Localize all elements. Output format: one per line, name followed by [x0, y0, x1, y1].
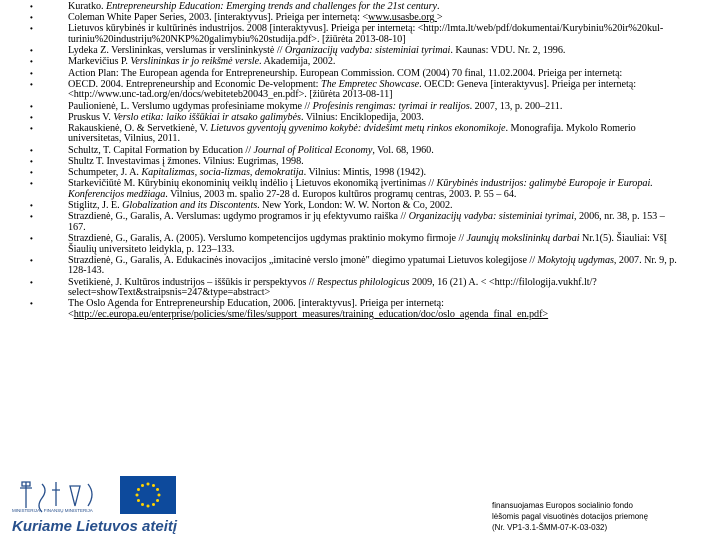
- reference-text: Action Plan: The European agenda for Entrepreneurship. European Commission. COM (2004) 70 final, 11.02.2004. Prieiga per internetą:: [68, 67, 623, 79]
- reference-title: Organizacijų vadyba: sisteminiai tyrimai: [408, 211, 574, 223]
- reference-text: , 2006, nr. 38, p. 153 –167.: [68, 211, 665, 233]
- eu-flag-icon: [120, 476, 176, 514]
- reference-text: Strazdienė, G., Garalis, A. (2005). Verslumo kompetencijos ugdymas praktinio mokymo firmoje //: [68, 232, 467, 244]
- reference-text: . Akademija, 2002.: [259, 56, 336, 68]
- funding-line: (Nr. VP1-3.1-ŠMM-07-K-03-032): [492, 523, 608, 532]
- reference-item: [28, 2, 680, 13]
- eu-star: [137, 499, 140, 502]
- reference-text: Pruskus V.: [68, 111, 114, 123]
- reference-link[interactable]: www.usasbe.org: [368, 12, 437, 24]
- reference-text: Starkevičiūtė M. Kūrybinių ekonominių veiklų indėlio į Lietuvos ekonomiką įvertinimas //: [68, 178, 437, 190]
- funding-line: lėšomis pagal visuotinės dotacijos priemonę: [492, 512, 649, 521]
- reference-text: . OECD: Geneva [interaktyvus]. Prieiga per internetą: <http://www.unc-tad.org/en/docs/webiteteb20043_en.pdf>. [žiūrėta 2013-08-11]: [68, 78, 636, 101]
- reference-title: Verslininkas ir jo reikšmė versle: [130, 56, 260, 68]
- eu-star: [156, 488, 159, 491]
- reference-item: [28, 212, 680, 233]
- reference-text: Strazdienė, G., Garalis, A. Edukacinės inovacijos „imitacinė verslo įmonė" diegimo ypatumai Lietuvos kolegijose //: [68, 254, 538, 266]
- eu-star: [147, 505, 150, 508]
- reference-item: [28, 157, 680, 168]
- reference-text: Markevičius P.: [68, 56, 131, 68]
- eu-star: [137, 488, 140, 491]
- reference-title: Profesinis rengimas: tyrimai ir realijos: [312, 100, 470, 112]
- reference-text: Schultz, T. Capital Formation by Education //: [68, 144, 254, 156]
- reference-link[interactable]: http://ec.europa.eu/enterprise/policies/sme/files/support_measures/training_education/doc/oslo_agenda_final_en.pdf>: [73, 308, 549, 320]
- eu-star: [147, 483, 150, 486]
- reference-item: [28, 299, 680, 320]
- reference-item: [28, 179, 680, 200]
- eu-star: [152, 484, 155, 487]
- reference-text: . Vilnius: Enciklopedija, 2003.: [300, 111, 424, 123]
- reference-text: Kuratko.: [68, 1, 107, 12]
- reference-title: Kapitalizmas, socia-lizmas, demokratija: [141, 167, 304, 179]
- eu-star: [141, 484, 144, 487]
- ministry-label: MINISTERIJA · FINANSŲ MINISTERIJA: [12, 508, 93, 513]
- eu-star: [152, 503, 155, 506]
- reference-text: . New York, London: W. W. Norton & Co, 2002.: [257, 200, 453, 211]
- reference-title: Verslo etika: laiko iššūkiai ir atsako galimybės: [113, 111, 301, 123]
- reference-item: [28, 57, 680, 68]
- reference-text: Rakauskienė, O. & Servetkienė, V.: [68, 122, 211, 134]
- reference-title: The Empretec Showcase: [320, 78, 420, 90]
- reference-title: Mokytojų ugdymas: [537, 254, 614, 266]
- reference-item: [28, 24, 680, 45]
- reference-text: Svetikienė, J. Kultūros industrijos – iššūkis ir perspektyvos //: [68, 276, 317, 288]
- reference-item: [28, 13, 680, 24]
- reference-text: Nr.1(5). Šiauliai: VšĮ Šiaulių universiteto leidykla, p. 123–133.: [68, 232, 667, 255]
- reference-item: [28, 124, 680, 145]
- reference-title: Entrepreneurship Education: Emerging trends and challenges for the 21st century: [106, 1, 437, 12]
- reference-title: Journal of Political Economy: [253, 144, 373, 156]
- reference-text: The Oslo Agenda for Entrepreneurship Education, 2006. [interaktyvus]. Prieiga per internetą: <: [68, 298, 444, 320]
- reference-text: . 2007, 13, p. 200–211.: [469, 100, 563, 112]
- reference-text: Strazdienė, G., Garalis, A. Verslumas: ugdymo programos ir jų efektyvumo raiška //: [68, 211, 409, 223]
- reference-text: 2009, 16 (21) A. < <http://filologija.vukhf.lt/?select=showText&straipsnis=247&type=abstract>: [68, 276, 597, 299]
- reference-text: , Vol. 68, 1960.: [372, 144, 434, 156]
- reference-text: OECD. 2004. Entrepreneurship and Economic De-velopment:: [68, 78, 321, 90]
- eu-star: [156, 499, 159, 502]
- reference-item: [28, 80, 680, 101]
- funding-note: [492, 500, 716, 533]
- reference-text: Schumpeter, J. A.: [68, 167, 142, 179]
- logo-area: [0, 468, 190, 540]
- reference-title: Respectus philologicus: [316, 276, 410, 288]
- reference-item: [28, 46, 680, 57]
- reference-title: Kūrybinės industrijos: galimybė Europoje ir Europai. Konferencijos medžiaga: [68, 178, 653, 200]
- reference-item: [28, 146, 680, 157]
- reference-text: . Monografija. Mykolo Romerio universitetas, Vilnius, 2011.: [68, 122, 636, 145]
- reference-item: [28, 168, 680, 179]
- reference-text: , 2007. Nr. 9, p. 128-143.: [68, 254, 677, 277]
- reference-text: . Vilnius, 2003 m. spalio 27-28 d. Europos kultūros programų centras, 2003. P. 55 – 64.: [165, 188, 517, 200]
- funding-line: finansuojamas Europos socialinio fondo: [492, 501, 633, 510]
- reference-text: . Kaunas: VDU. Nr. 2, 1996.: [450, 45, 566, 57]
- reference-text: Lydeka Z. Verslininkas, verslumas ir verslininkystė //: [68, 45, 285, 57]
- reference-item: [28, 201, 680, 212]
- reference-item: [28, 278, 680, 299]
- reference-text: . Vilnius: Mintis, 1998 (1942).: [303, 167, 427, 179]
- reference-item: [28, 102, 680, 113]
- reference-list: [28, 2, 680, 321]
- reference-title: Lietuvos gyventojų gyvenimo kokybė: dvidešimt metų rinkos ekonomikoje: [210, 122, 506, 134]
- reference-title: Jaunųjų mokslininkų darbai: [466, 232, 580, 244]
- slogan: Kuriame Lietuvos ateitį: [12, 518, 178, 535]
- reference-text: Stiglitz, J. E.: [68, 200, 123, 211]
- reference-text: >: [436, 12, 443, 24]
- eu-star: [158, 494, 161, 497]
- eu-star: [136, 494, 139, 497]
- eu-star: [141, 503, 144, 506]
- reference-item: [28, 113, 680, 124]
- reference-text: Shultz T. Investavimas į žmones. Vilnius: Eugrimas, 1998.: [68, 155, 304, 167]
- reference-item: [28, 69, 680, 80]
- reference-text: .: [437, 1, 440, 12]
- reference-text: Lietuvos kūrybinės ir kultūrinės industrijos. 2008 [interaktyvus]. Prieiga per internetą: <http://lmta.lt/web/pdf/dokumentai/Kurybiniu%20ir%20kul-turiniu%20industriju%20NKP%20galimybiu%20studija.pdf>. [žiūrėta 2013-08-10]: [68, 23, 664, 45]
- reference-text: Paulionienė, L. Verslumo ugdymas profesiniame mokyme //: [68, 100, 313, 112]
- reference-title: Organizacijų vadyba: sisteminiai tyrimai: [284, 45, 451, 57]
- reference-title: Globalization and its Discontents: [122, 200, 258, 211]
- reference-item: [28, 234, 680, 255]
- reference-item: [28, 256, 680, 277]
- reference-text: Coleman White Paper Series, 2003. [interaktyvus]. Prieiga per internetą: <: [68, 12, 369, 24]
